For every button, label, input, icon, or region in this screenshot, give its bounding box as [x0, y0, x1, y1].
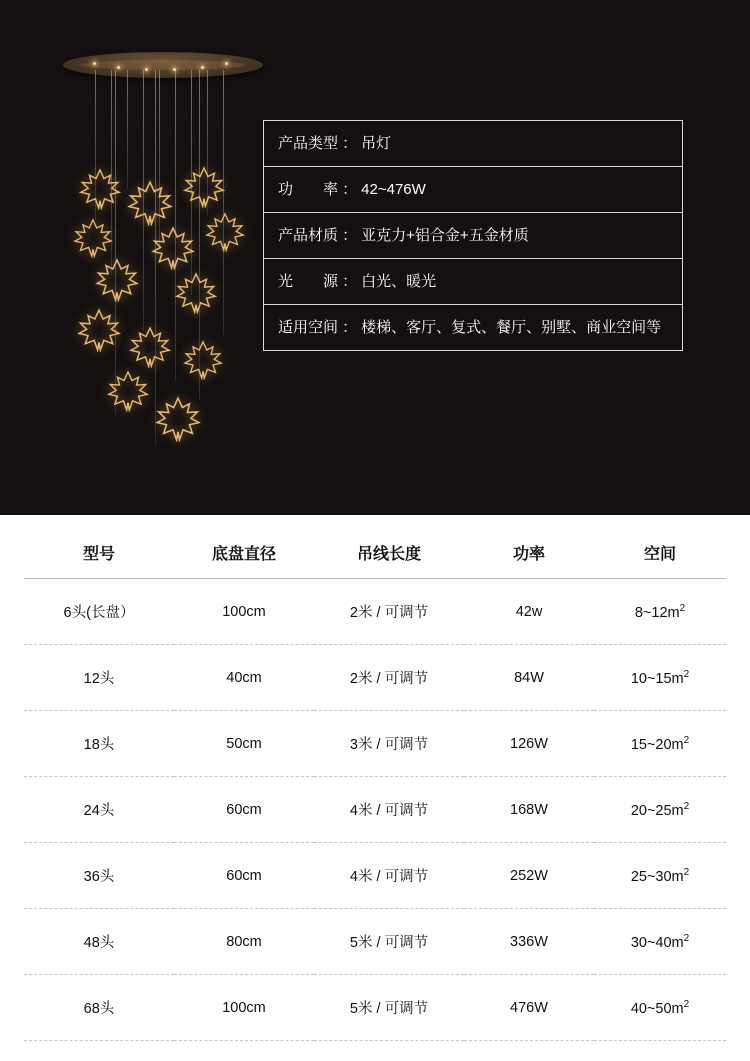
- cell-wire-length: 4米 / 可调节: [314, 843, 464, 909]
- cell-power: 476W: [464, 975, 594, 1041]
- cell-space-value: 10~15m: [630, 670, 684, 687]
- maple-leaf-icon: [79, 168, 121, 210]
- cell-space-sup: 2: [683, 998, 690, 1010]
- cell-model: 24头: [24, 777, 174, 843]
- canopy-glow-dot: [225, 62, 228, 65]
- spec-value: 亚克力+铝合金+五金材质: [361, 227, 529, 244]
- cell-wire-length: 4米 / 可调节: [314, 777, 464, 843]
- canopy-glow-dot: [93, 62, 96, 65]
- cell-model: 68头: [24, 975, 174, 1041]
- cell-space-sup: 2: [679, 602, 686, 614]
- column-header-base-diameter: 底盘直径: [211, 546, 276, 563]
- maple-leaf-icon: [73, 218, 113, 258]
- cell-model: 48头: [24, 909, 174, 975]
- maple-leaf-icon: [183, 166, 225, 208]
- cell-power: 252W: [464, 843, 594, 909]
- cell-base-diameter: 100cm: [174, 579, 314, 645]
- cell-space-sup: 2: [683, 800, 690, 812]
- cell-power: 42w: [464, 579, 594, 645]
- spec-label: 功 率 ：: [278, 181, 358, 198]
- spec-label: 光 源 ：: [278, 273, 358, 290]
- cell-power: 336W: [464, 909, 594, 975]
- cell-base-diameter: 80cm: [174, 909, 314, 975]
- maple-leaf-icon: [151, 226, 195, 270]
- table-row: [24, 645, 726, 711]
- sizes-table-section: [0, 515, 750, 1041]
- cell-space: [594, 975, 726, 1041]
- cell-wire-length: 2米 / 可调节: [314, 579, 464, 645]
- spec-label: 适用空间 ：: [278, 319, 358, 336]
- chandelier-illustration: [55, 40, 275, 460]
- cell-model: 6头(长盘）: [24, 579, 174, 645]
- table-row: [24, 579, 726, 645]
- cell-model: 12头: [24, 645, 174, 711]
- cell-power: 84W: [464, 645, 594, 711]
- maple-leaf-icon: [129, 326, 171, 368]
- cell-space-sup: 2: [683, 734, 690, 746]
- spec-row-product-type: [264, 121, 682, 167]
- cell-model: 18头: [24, 711, 174, 777]
- cell-space-value: 8~12m: [634, 604, 680, 621]
- spec-value: 吊灯: [361, 135, 392, 152]
- cell-power: 126W: [464, 711, 594, 777]
- cell-space-value: 40~50m: [630, 1000, 684, 1017]
- cell-space: [594, 909, 726, 975]
- table-body: [24, 579, 726, 1041]
- cell-model: 36头: [24, 843, 174, 909]
- table-head: [24, 515, 726, 579]
- table-row: [24, 777, 726, 843]
- table-row: [24, 711, 726, 777]
- cell-base-diameter: 40cm: [174, 645, 314, 711]
- spec-row-material: [264, 213, 682, 259]
- cell-wire-length: 2米 / 可调节: [314, 645, 464, 711]
- hanging-wire: [127, 70, 128, 190]
- spec-value: 42~476W: [361, 181, 426, 198]
- cell-space-value: 15~20m: [630, 736, 684, 753]
- table-row: [24, 909, 726, 975]
- cell-base-diameter: 100cm: [174, 975, 314, 1041]
- maple-leaf-icon: [205, 212, 245, 252]
- table-row: [24, 843, 726, 909]
- cell-wire-length: 5米 / 可调节: [314, 975, 464, 1041]
- cell-base-diameter: 50cm: [174, 711, 314, 777]
- spec-label: 产品类型 ：: [278, 135, 358, 152]
- canopy-glow-dot: [173, 68, 176, 71]
- canopy-glow-dot: [145, 68, 148, 71]
- table-row: [24, 975, 726, 1041]
- product-hero: [0, 0, 750, 515]
- spec-label: 产品材质 ：: [278, 227, 358, 244]
- maple-leaf-icon: [127, 180, 173, 226]
- sizes-table: [24, 515, 726, 1041]
- cell-space-sup: 2: [683, 668, 690, 680]
- canopy-plate: [63, 52, 263, 78]
- cell-space-sup: 2: [683, 866, 690, 878]
- cell-wire-length: 5米 / 可调节: [314, 909, 464, 975]
- canopy-glow-dot: [201, 66, 204, 69]
- column-header-wire-length: 吊线长度: [356, 546, 421, 563]
- cell-space: [594, 711, 726, 777]
- cell-space-value: 20~25m: [630, 802, 684, 819]
- maple-leaf-icon: [95, 258, 139, 302]
- cell-space: [594, 645, 726, 711]
- column-header-space: 空间: [643, 546, 676, 563]
- hanging-wire: [115, 70, 116, 415]
- cell-wire-length: 3米 / 可调节: [314, 711, 464, 777]
- canopy-glow-dot: [117, 66, 120, 69]
- cell-space: [594, 777, 726, 843]
- product-spec-box: [263, 120, 683, 351]
- cell-space: [594, 579, 726, 645]
- spec-row-light-source: [264, 259, 682, 305]
- maple-leaf-icon: [107, 370, 149, 412]
- cell-space-sup: 2: [683, 932, 690, 944]
- column-header-power: 功率: [512, 546, 545, 563]
- cell-space-value: 25~30m: [630, 868, 684, 885]
- table-header-row: [24, 515, 726, 579]
- hanging-wire: [175, 70, 176, 380]
- cell-space-value: 30~40m: [630, 934, 684, 951]
- maple-leaf-icon: [183, 340, 223, 380]
- column-header-model: 型号: [82, 546, 115, 563]
- spec-value: 白光、暖光: [361, 273, 437, 290]
- maple-leaf-icon: [155, 396, 201, 442]
- maple-leaf-icon: [175, 272, 217, 314]
- spec-row-application-space: [264, 305, 682, 350]
- spec-value: 楼梯、客厅、复式、餐厅、别墅、商业空间等: [361, 319, 662, 336]
- cell-base-diameter: 60cm: [174, 777, 314, 843]
- cell-space: [594, 843, 726, 909]
- spec-row-power: [264, 167, 682, 213]
- cell-power: 168W: [464, 777, 594, 843]
- cell-base-diameter: 60cm: [174, 843, 314, 909]
- maple-leaf-icon: [77, 308, 121, 352]
